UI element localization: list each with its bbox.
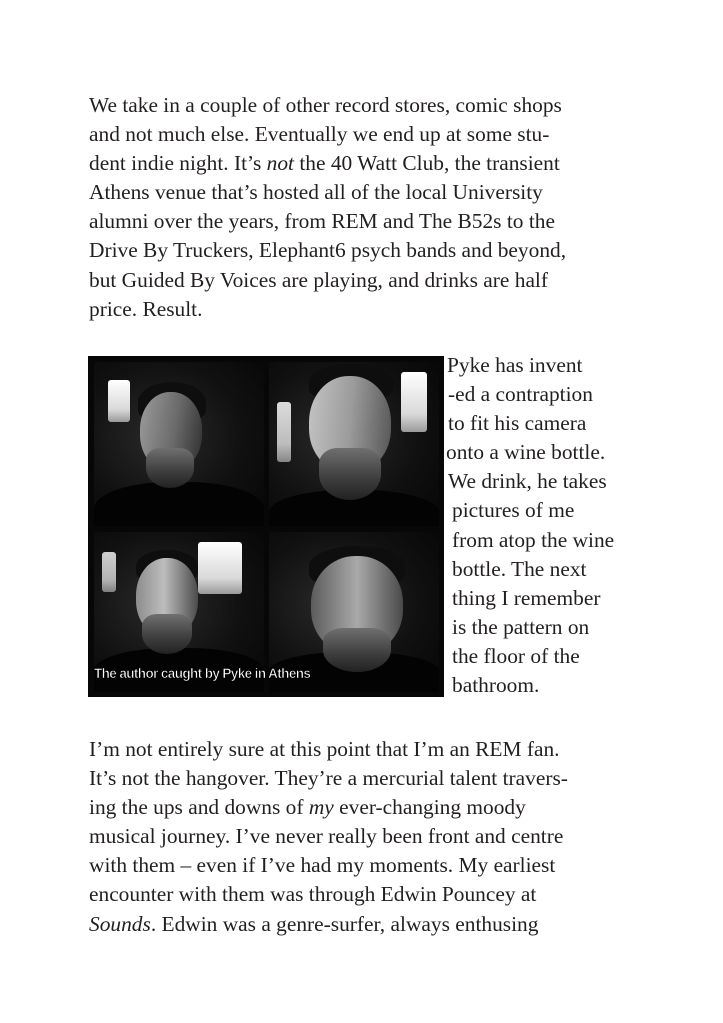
window-light bbox=[198, 542, 242, 594]
text-line: bathroom. bbox=[452, 673, 540, 698]
text-line: We drink, he takes bbox=[448, 469, 607, 494]
text-line: alumni over the years, from REM and The B52s to the bbox=[89, 209, 555, 234]
text-line: ing the ups and downs of my ever-changing moody bbox=[89, 795, 526, 820]
text-line: is the pattern on bbox=[452, 614, 590, 639]
text-line: with them – even if I’ve had my moments. My earliest bbox=[89, 853, 556, 878]
window-light bbox=[108, 380, 130, 422]
text-line: -ed a contraption bbox=[448, 382, 593, 407]
text-line: price. Result. bbox=[89, 296, 203, 321]
text-line: but Guided By Voices are playing, and drinks are half bbox=[89, 267, 548, 292]
text-line: I’m not entirely sure at this point that I’m an REM fan. bbox=[89, 737, 560, 761]
text-line: Drive By Truckers, Elephant6 psych bands and beyond, bbox=[89, 238, 567, 263]
text-line: onto a wine bottle. bbox=[446, 440, 606, 465]
text-line: encounter with them was through Edwin Pouncey at bbox=[89, 882, 537, 907]
text-line: It’s not the hangover. They’re a mercurial talent travers- bbox=[89, 766, 568, 791]
text-line: the floor of the bbox=[452, 643, 580, 668]
text-line: Pyke has invent bbox=[447, 353, 583, 377]
text-line: Athens venue that’s hosted all of the local University bbox=[89, 180, 543, 205]
sidebar-paragraph-wine-bottle bbox=[446, 351, 614, 700]
photo-panel-top-right bbox=[269, 362, 439, 526]
photo-panel-top-left bbox=[94, 362, 264, 526]
emphasis-my: my bbox=[308, 795, 334, 820]
paragraph-rem-fan bbox=[89, 735, 649, 939]
paragraph-athens-night bbox=[89, 91, 649, 324]
text-line: to fit his camera bbox=[448, 411, 587, 436]
window-light bbox=[401, 372, 427, 432]
text-line: We take in a couple of other record stores, comic shops bbox=[89, 93, 562, 117]
text-line: pictures of me bbox=[452, 498, 575, 523]
text-line: from atop the wine bbox=[452, 527, 615, 552]
text-line: and not much else. Eventually we end up at some stu- bbox=[89, 122, 550, 147]
emphasis-sounds: Sounds bbox=[89, 911, 151, 936]
photo-caption: The author caught by Pyke in Athens bbox=[94, 666, 311, 681]
text-line: thing I remember bbox=[452, 585, 601, 610]
text-line: musical journey. I’ve never really been front and centre bbox=[89, 824, 564, 849]
emphasis-not: not bbox=[266, 151, 294, 176]
text-line: Sounds. Edwin was a genre-surfer, always enthusing bbox=[89, 911, 539, 936]
text-line: bottle. The next bbox=[452, 556, 587, 581]
text-line: dent indie night. It’s not the 40 Watt Club, the transient bbox=[89, 151, 560, 176]
author-photo-collage bbox=[88, 356, 444, 697]
